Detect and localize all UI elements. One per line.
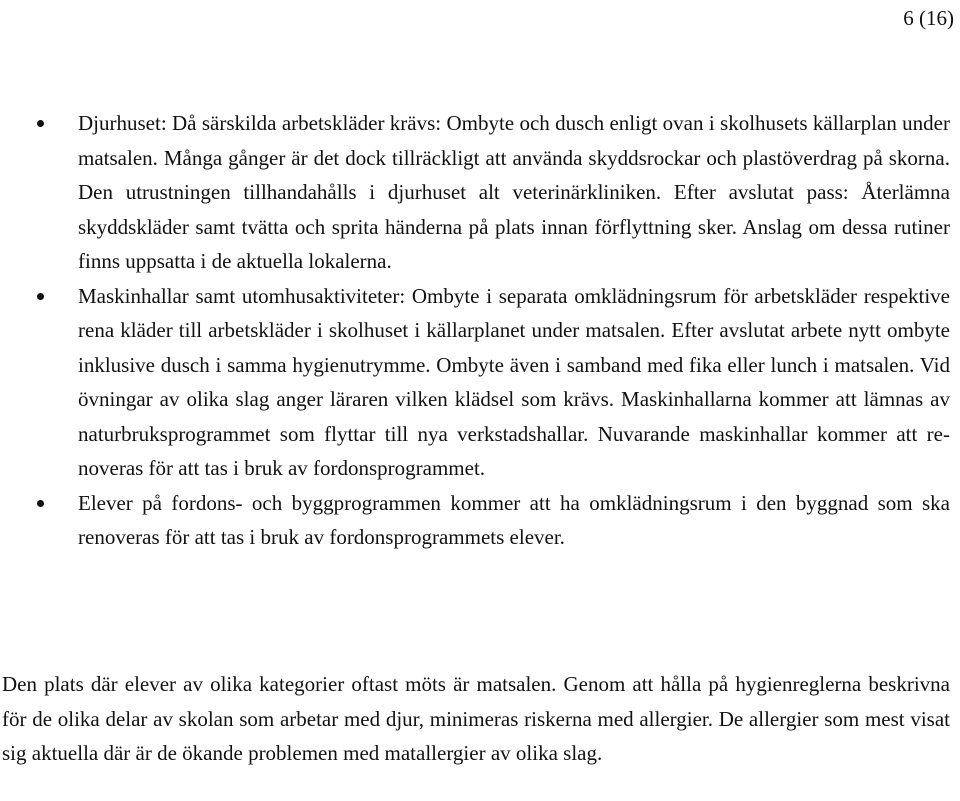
bullet-item-djurhuset [0, 106, 960, 279]
bullet-dot-icon [37, 120, 44, 127]
bullet-text: Maskinhallar samt utomhusaktiviteter: Ombyte i separata omklädningsrum för arbetskläder respektive rena kläder till arbetskläder i skolhuset i källarplanet under matsalen. Efter avslutat arbete nytt ombyte inklusive dusch i samma hygienutrymme. Ombyte även i samband med fika eller lunch i matsalen. Vid övningar av olika slag anger läraren vilken klädsel som krävs. Maskinhallarna kommer att lämnas av naturbruksprogrammet som flyttar till nya verkstadshallar. Nuvarande maskinhallar kommer att renoveras för att tas i bruk av fordonsprogrammet. [78, 283, 950, 480]
bullet-list [0, 106, 960, 555]
bullet-text: Djurhuset: Då särskilda arbetskläder krävs: Ombyte och dusch enligt ovan i skolhusets källarplan under matsalen. Många gånger är det dock tillräckligt att använda skyddsrockar och plastöverdrag på skorna. Den utrustningen tillhandahålls i djurhuset alt veterinärkliniken. Efter avslutat pass: Återlämna skyddskläder samt tvätta och sprita händerna på plats innan förflyttning sker. Anslag om dessa rutiner finns uppsatta i de aktuella lokalerna. [78, 111, 950, 273]
body-paragraph: Den plats där elever av olika kategorier oftast möts är matsalen. Genom att hålla på hygienreglerna beskrivna för de olika delar av skolan som arbetar med djur, minimeras riskerna med allergier. De allergier som mest visat sig aktuella där är de ökande problemen med matallergier av olika slag. [2, 672, 950, 765]
bullet-item-maskinhallar [0, 279, 960, 486]
bullet-item-fordons [0, 486, 960, 555]
bullet-dot-icon [37, 500, 44, 507]
bullet-text: Elever på fordons- och byggprogrammen kommer att ha omklädningsrum i den byggnad som ska renoveras för att tas i bruk av fordonsprogrammets elever. [78, 490, 950, 549]
page-number: 6 (16) [903, 6, 954, 30]
bullet-dot-icon [37, 293, 44, 300]
